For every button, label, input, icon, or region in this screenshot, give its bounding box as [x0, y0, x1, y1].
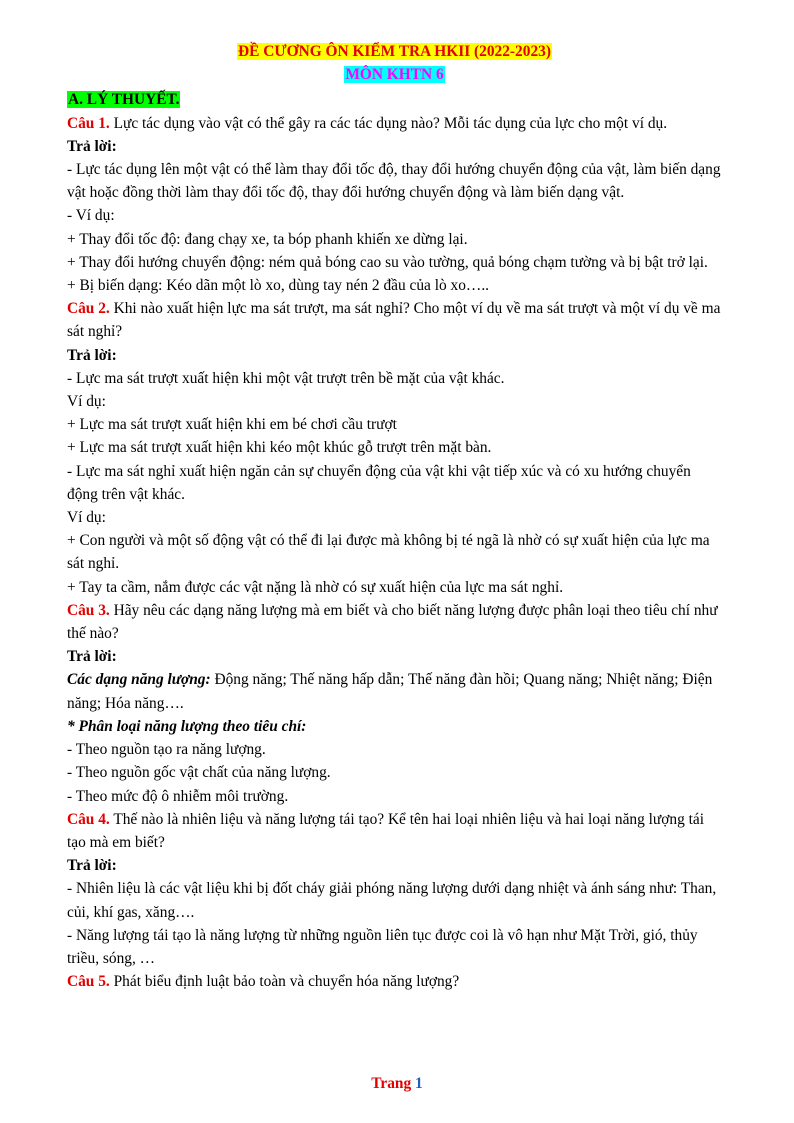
- answer-line: + Bị biến dạng: Kéo dãn một lò xo, dùng tay nén 2 đầu của lò xo…..: [67, 277, 490, 295]
- question-label: Câu 1.: [67, 114, 110, 132]
- document-header: [67, 40, 722, 86]
- document-subtitle: MÔN KHTN 6: [345, 66, 444, 84]
- question-label: Câu 3.: [67, 601, 110, 619]
- question-3: [67, 599, 722, 645]
- question-1: [67, 112, 722, 135]
- answer-line: - Ví dụ:: [67, 207, 115, 225]
- question-label: Câu 2.: [67, 300, 110, 318]
- answer-line: - Nhiên liệu là các vật liệu khi bị đốt cháy giải phóng năng lượng dưới dạng nhiệt và ánh sáng như: Than, củi, khí gas, xăng….: [67, 880, 717, 921]
- answer-line: + Thay đổi hướng chuyển động: ném quả bóng cao su vào tường, quả bóng chạm tường và bị bật trở lại.: [67, 253, 708, 271]
- question-text: Lực tác dụng vào vật có thể gây ra các tác dụng nào? Mỗi tác dụng của lực cho một ví dụ.: [109, 114, 668, 132]
- question-text: Thế nào là nhiên liệu và năng lượng tái tạo? Kể tên hai loại nhiên liệu và hai loại năng lượng tái tạo mà em biết?: [67, 810, 705, 851]
- answer-line: - Theo mức độ ô nhiễm môi trường.: [67, 787, 289, 805]
- answer-label: Trả lời:: [67, 137, 117, 155]
- classification-label: * Phân loại năng lượng theo tiêu chí:: [67, 717, 307, 735]
- question-text: Phát biểu định luật bảo toàn và chuyển hóa năng lượng?: [109, 973, 460, 991]
- energy-forms-text: Động năng; Thế năng hấp dẫn; Thế năng đàn hồi; Quang năng; Nhiệt năng; Điện năng; Hóa năng….: [67, 671, 713, 712]
- answer-label: Trả lời:: [67, 346, 117, 364]
- section-a-label: A. LÝ THUYẾT.: [68, 91, 180, 109]
- page-number: 1: [415, 1075, 423, 1092]
- page-word: Trang: [371, 1075, 412, 1092]
- energy-forms-label: Các dạng năng lượng:: [67, 671, 211, 689]
- document-title: ĐỀ CƯƠNG ÔN KIỂM TRA HKII (2022-2023): [238, 43, 551, 60]
- energy-forms: [67, 668, 722, 714]
- answer-line: - Năng lượng tái tạo là năng lượng từ những nguồn liên tục được coi là vô hạn như Mặt Trời, gió, thủy triều, sóng, …: [67, 926, 698, 967]
- answer-line: + Tay ta cầm, nắm được các vật nặng là nhờ có sự xuất hiện của lực ma sát nghỉ.: [67, 578, 564, 596]
- answer-line: + Lực ma sát trượt xuất hiện khi em bé chơi cầu trượt: [67, 416, 397, 434]
- answer-line: + Con người và một số động vật có thể đi lại được mà không bị té ngã là nhờ có sự xuất hiện của lực ma sát nghỉ.: [67, 532, 710, 573]
- section-heading: [67, 88, 722, 111]
- answer-line: - Lực ma sát nghỉ xuất hiện ngăn cản sự chuyển động của vật khi vật tiếp xúc và có xu hướng chuyển động trên vật khác.: [67, 462, 691, 503]
- answer-line: - Lực tác dụng lên một vật có thể làm thay đổi tốc độ, thay đổi hướng chuyển động của vật, làm biến dạng vật hoặc đồng thời làm thay đổi tốc độ, thay đổi hướng chuyển động và làm biến dạng vật.: [67, 161, 721, 202]
- question-4: [67, 808, 722, 854]
- answer-line: - Theo nguồn gốc vật chất của năng lượng.: [67, 764, 331, 782]
- answer-line: Ví dụ:: [67, 393, 106, 411]
- answer-label: Trả lời:: [67, 648, 117, 666]
- answer-label: Trả lời:: [67, 857, 117, 875]
- page-footer: [0, 1075, 794, 1093]
- answer-line: + Thay đổi tốc độ: đang chạy xe, ta bóp phanh khiến xe dừng lại.: [67, 230, 468, 248]
- question-text: Khi nào xuất hiện lực ma sát trượt, ma sát nghỉ? Cho một ví dụ về ma sát trượt và một ví dụ về ma sát nghỉ?: [67, 300, 721, 341]
- question-label: Câu 4.: [67, 810, 110, 828]
- answer-line: + Lực ma sát trượt xuất hiện khi kéo một khúc gỗ trượt trên mặt bàn.: [67, 439, 492, 457]
- document-page: [67, 40, 722, 993]
- question-label: Câu 5.: [67, 973, 110, 991]
- answer-line: Ví dụ:: [67, 509, 106, 527]
- question-text: Hãy nêu các dạng năng lượng mà em biết và cho biết năng lượng được phân loại theo tiêu chí như thế nào?: [67, 601, 718, 643]
- answer-line: - Theo nguồn tạo ra năng lượng.: [67, 741, 266, 759]
- question-5: [67, 970, 722, 993]
- question-2: [67, 297, 722, 343]
- answer-line: - Lực ma sát trượt xuất hiện khi một vật trượt trên bề mặt của vật khác.: [67, 369, 505, 387]
